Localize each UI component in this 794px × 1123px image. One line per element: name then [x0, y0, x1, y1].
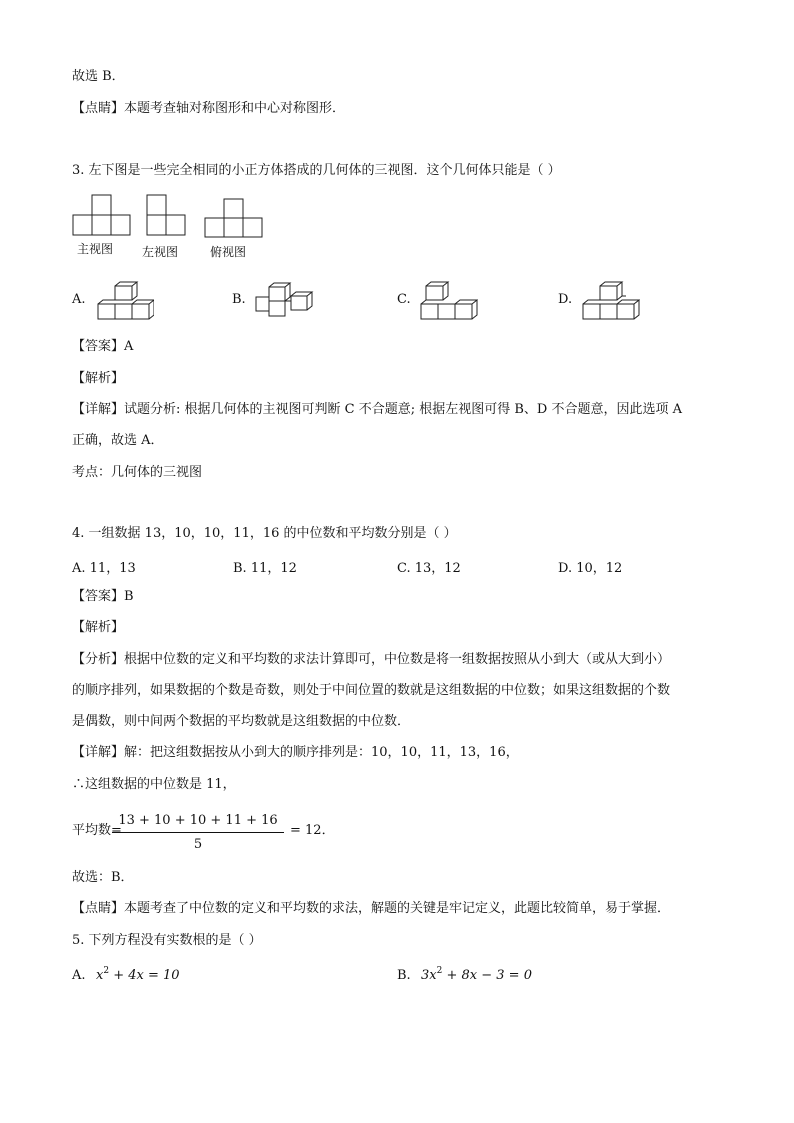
left-view-figure [146, 194, 186, 236]
left-view-label: 左视图 [142, 245, 179, 259]
q4-analysis-line-3: 是偶数，则中间两个数据的平均数就是这组数据的中位数． [72, 714, 411, 729]
q4-option-a: A. 11，13 [72, 561, 136, 576]
fraction-numerator: 13 + 10 + 10 + 11 + 16 [118, 813, 278, 828]
option-a-figure [94, 280, 154, 322]
q3-analysis-heading: 【解析】 [72, 371, 125, 386]
q4-point: 【点睛】本题考查了中位数的定义和平均数的求法，解题的关键是牢记定义，此题比较简单，易于掌握． [72, 901, 671, 916]
fraction-denominator: 5 [193, 837, 203, 852]
q3-detail-line-2: 正确，故选 A． [72, 433, 164, 448]
option-a-label: A. [72, 292, 86, 307]
text-line: 故选 B． [72, 69, 125, 84]
q4-analysis-heading: 【解析】 [72, 620, 125, 635]
option-c-figure [418, 280, 478, 322]
question-5: 5. 下列方程没有实数根的是（ ） [72, 933, 262, 948]
q5-option-b-label: B. [397, 968, 411, 983]
average-result: = 12． [290, 823, 335, 838]
q4-analysis-line-2: 的顺序排列，如果数据的个数是奇数，则处于中间位置的数就是这组数据的中位数；如果这组数据的个数 [72, 683, 671, 698]
q3-detail-line-1: 【详解】试题分析: 根据几何体的主视图可判断 C 不合题意; 根据左视图可得 B、D 不合题意，因此选项 A [72, 402, 682, 417]
q5-option-b-equation: $3x^2 + 8x - 3 = 0$ [421, 966, 532, 983]
question-3: 3. 左下图是一些完全相同的小正方体搭成的几何体的三视图．这个几何体只能是（ ） [72, 163, 561, 178]
q5-option-a-label: A. [72, 968, 86, 983]
top-view-label: 俯视图 [210, 245, 247, 259]
top-view-figure [204, 198, 264, 240]
q4-choose: 故选：B． [72, 870, 134, 885]
q4-option-d: D. 10，12 [558, 561, 623, 576]
average-fraction [112, 812, 284, 854]
q4-analysis-line-1: 【分析】根据中位数的定义和平均数的求法计算即可，中位数是将一组数据按照从小到大（或从大到小） [72, 652, 671, 667]
q4-option-c: C. 13，12 [397, 561, 461, 576]
text-line: 【点睛】本题考查轴对称图形和中心对称图形． [72, 101, 346, 116]
option-c-label: C. [397, 292, 411, 307]
average-label: 平均数= [72, 823, 122, 838]
option-d-label: D. [558, 292, 573, 307]
q4-answer: 【答案】B [72, 589, 134, 604]
q5-option-a-equation: $x^2 + 4x = 10$ [96, 966, 180, 983]
q3-answer: 【答案】A [72, 339, 134, 354]
option-b-figure [255, 280, 315, 322]
q3-knowledge-point: 考点：几何体的三视图 [72, 465, 203, 480]
option-d-figure [580, 280, 640, 322]
fraction-bar [112, 832, 284, 833]
question-4: 4. 一组数据 13，10，10，11，16 的中位数和平均数分别是（ ） [72, 526, 457, 541]
front-view-label: 主视图 [77, 242, 114, 256]
q4-option-b: B. 11，12 [233, 561, 297, 576]
q4-detail-line-1: 【详解】解：把这组数据按从小到大的顺序排列是：10，10，11，13，16， [72, 745, 519, 760]
front-view-figure [72, 194, 132, 236]
option-b-label: B. [232, 292, 246, 307]
q4-detail-line-2: ∴这组数据的中位数是 11， [72, 777, 236, 792]
